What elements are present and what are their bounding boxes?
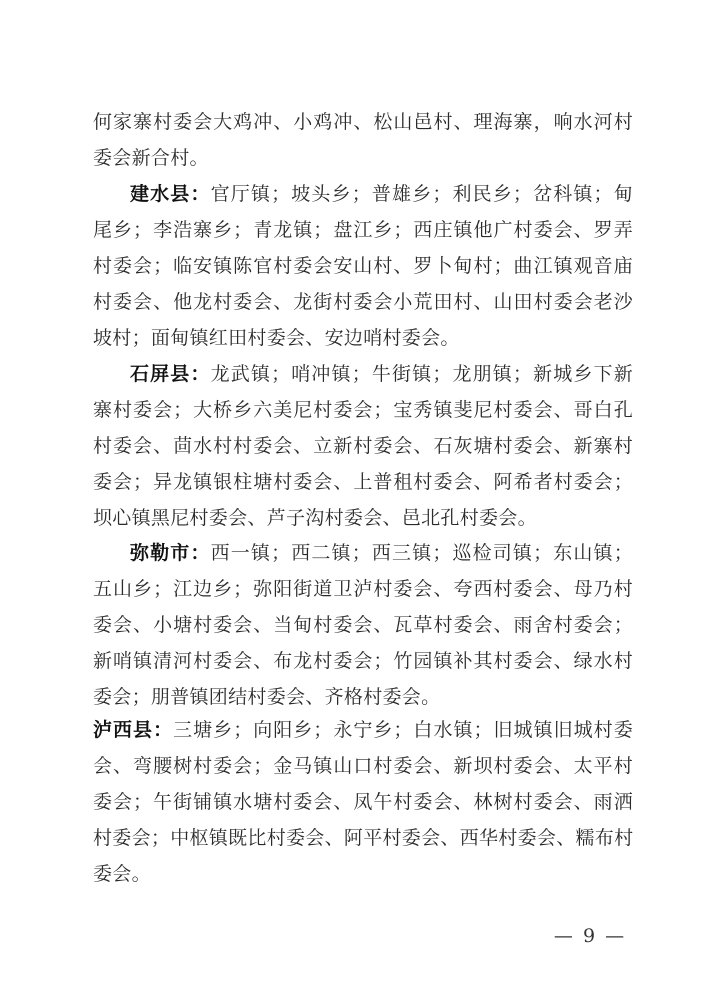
text-line-first (93, 535, 633, 571)
text-line: 委会；朋普镇团结村委会、齐格村委会。 (93, 686, 441, 708)
text-line: 村委会、茴水村村委会、立新村委会、石灰塘村委会、新寨村 (93, 435, 633, 457)
paragraph-shiping (93, 356, 633, 536)
text-line: 新哨镇清河村委会、布龙村委会；竹园镇补其村委会、绿水村 (93, 650, 633, 672)
text-line: 尾乡；李浩寨乡；青龙镇；盘江乡；西庄镇他广村委会、罗弄 (93, 219, 633, 241)
text-line-first (93, 712, 633, 748)
text-line: 坡村；面甸镇红田村委会、安边哨村委会。 (93, 327, 460, 349)
text-line: 委会、小塘村委会、当甸村委会、瓦草村委会、雨舍村委会； (93, 614, 633, 636)
text-line: 委会新合村。 (93, 147, 209, 169)
paragraph-mile (93, 535, 633, 715)
paragraph-luxi (93, 712, 633, 892)
text-line: 西一镇；西二镇；西三镇；巡检司镇；东山镇； (210, 542, 633, 564)
text-line: 官厅镇；坡头乡；普雄乡；利民乡；岔科镇；甸 (210, 183, 633, 205)
text-line: 五山乡；江边乡；弥阳街道卫泸村委会、夸西村委会、母乃村 (93, 578, 633, 600)
text-line: 村委会；中枢镇既比村委会、阿平村委会、西华村委会、糯布村 (93, 827, 633, 849)
text-line: 寨村委会；大桥乡六美尼村委会；宝秀镇斐尼村委会、哥白孔 (93, 399, 633, 421)
text-line: 会、弯腰树村委会；金马镇山口村委会、新坝村委会、太平村 (93, 755, 633, 777)
text-line: 三塘乡；向阳乡；永宁乡；白水镇；旧城镇旧城村委 (173, 719, 633, 741)
text-line: 何家寨村委会大鸡冲、小鸡冲、松山邑村、理海寨，响水河村 (93, 111, 633, 133)
text-line: 委会；午街铺镇水塘村委会、凤午村委会、林树村委会、雨洒 (93, 791, 633, 813)
text-line: 委会。 (93, 863, 151, 885)
text-line: 委会；异龙镇银柱塘村委会、上普租村委会、阿希者村委会； (93, 471, 633, 493)
text-line-first (93, 356, 633, 392)
county-name: 石屏县： (130, 363, 211, 385)
county-name: 泸西县： (93, 719, 174, 741)
paragraph-continuation (93, 104, 633, 176)
paragraph-jianshui (93, 176, 633, 356)
page-number: — 9 — (553, 925, 627, 947)
text-line-first (93, 176, 633, 212)
text-line: 龙武镇；哨冲镇；牛街镇；龙朋镇；新城乡下新 (210, 363, 633, 385)
county-name: 建水县： (130, 183, 211, 205)
county-name: 弥勒市： (130, 542, 211, 564)
text-line: 村委会、他龙村委会、龙街村委会小荒田村、山田村委会老沙 (93, 291, 633, 313)
text-line: 坝心镇黑尼村委会、芦子沟村委会、邑北孔村委会。 (93, 507, 537, 529)
text-line: 村委会；临安镇陈官村委会安山村、罗卜甸村；曲江镇观音庙 (93, 255, 633, 277)
